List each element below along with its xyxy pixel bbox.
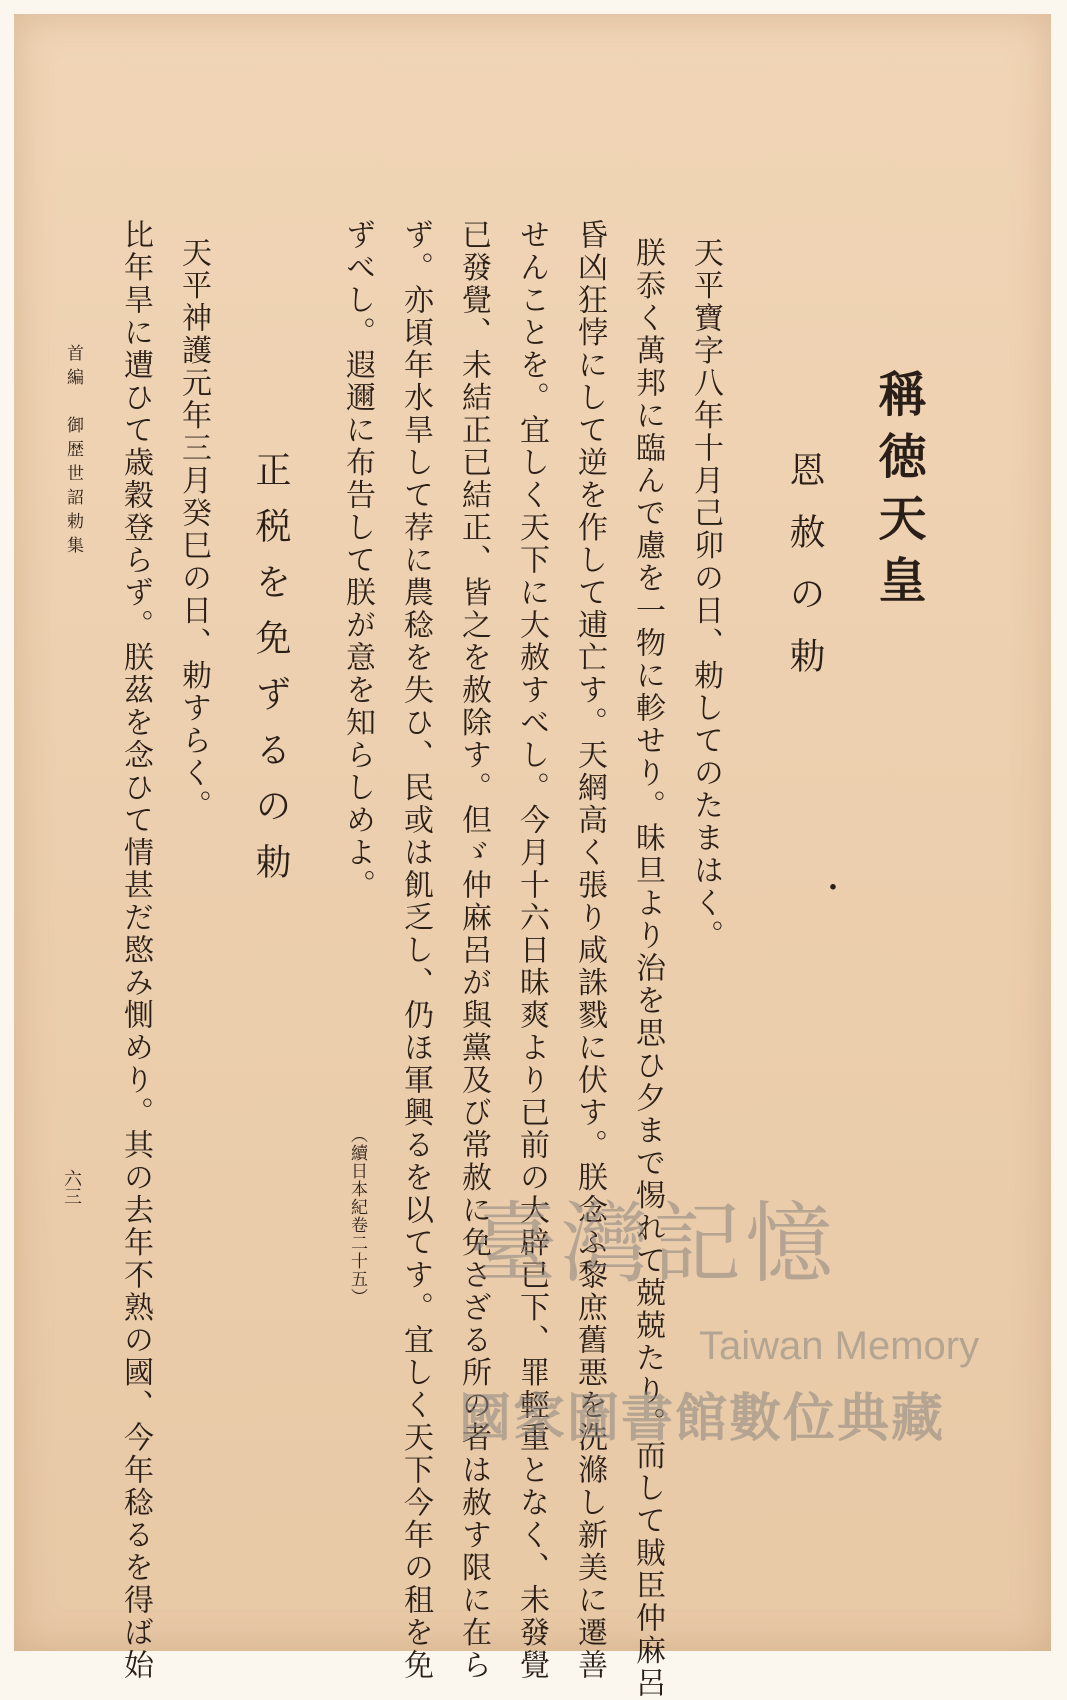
edict1-source: （續日本紀卷二十五） [347, 1126, 367, 1306]
emperor-heading: 稱徳天皇 [870, 369, 926, 617]
watermark-chinese: 臺灣記憶 [469, 1192, 838, 1295]
running-footer: 首編 御歴世詔勅集 [63, 344, 83, 560]
edict1-line: 朕忝く萬邦に臨んで慮を一物に軫せり。昧旦より治を思ひ夕まで惕れて兢兢たり。而して賊臣仲麻呂 [630, 237, 665, 1700]
ink-mark: ・ [812, 872, 847, 902]
edict1-line: ず。亦頃年水旱して荐に農稔を失ひ、民或は飢乏し、仍ほ軍興るを以てす。宜しく天下今年の租を免 [398, 219, 433, 1682]
edict1-line: せんことを。宜しく天下に大赦すべし。今月十六日昧爽より已前の大辟已下、罪輕重となく、未發覺 [514, 219, 549, 1682]
edict1-line: 昏凶狂悖にして逆を作して逋亡す。天網高く張り咸誅戮に伏す。朕念ふ黎庶舊悪を洗滌し新美に遷善 [572, 219, 607, 1682]
edict1-line: 天平寶字八年十月己卯の日、勅してのたまはく。 [688, 237, 723, 952]
edict2-line: 比年旱に遭ひて歳穀登らず。朕茲を念ひて情甚だ愍み惻めり。其の去年不熟の國、今年稔るを得ば始 [118, 219, 153, 1682]
edict1-line: ずべし。遐邇に布告して朕が意を知らしめよ。 [340, 219, 375, 902]
watermark-english: Taiwan Memory [699, 1324, 980, 1368]
edict1-line: 已發覺、未結正已結正、皆之を赦除す。但ゞ仲麻呂が與黨及び常赦に免さざる所の者は赦す限に在ら [456, 219, 491, 1682]
edict2-title: 正税を免ずるの勅 [250, 451, 291, 899]
watermark-subtitle: 國家圖書館數位典藏 [459, 1389, 946, 1449]
book-page [14, 14, 1051, 1700]
edict2-line: 天平神護元年三月癸巳の日、勅すらく。 [176, 237, 211, 822]
edict1-title: 恩赦の勅 [784, 451, 825, 699]
page-number: 六三 [61, 1169, 82, 1205]
library-watermark [439, 1174, 999, 1449]
